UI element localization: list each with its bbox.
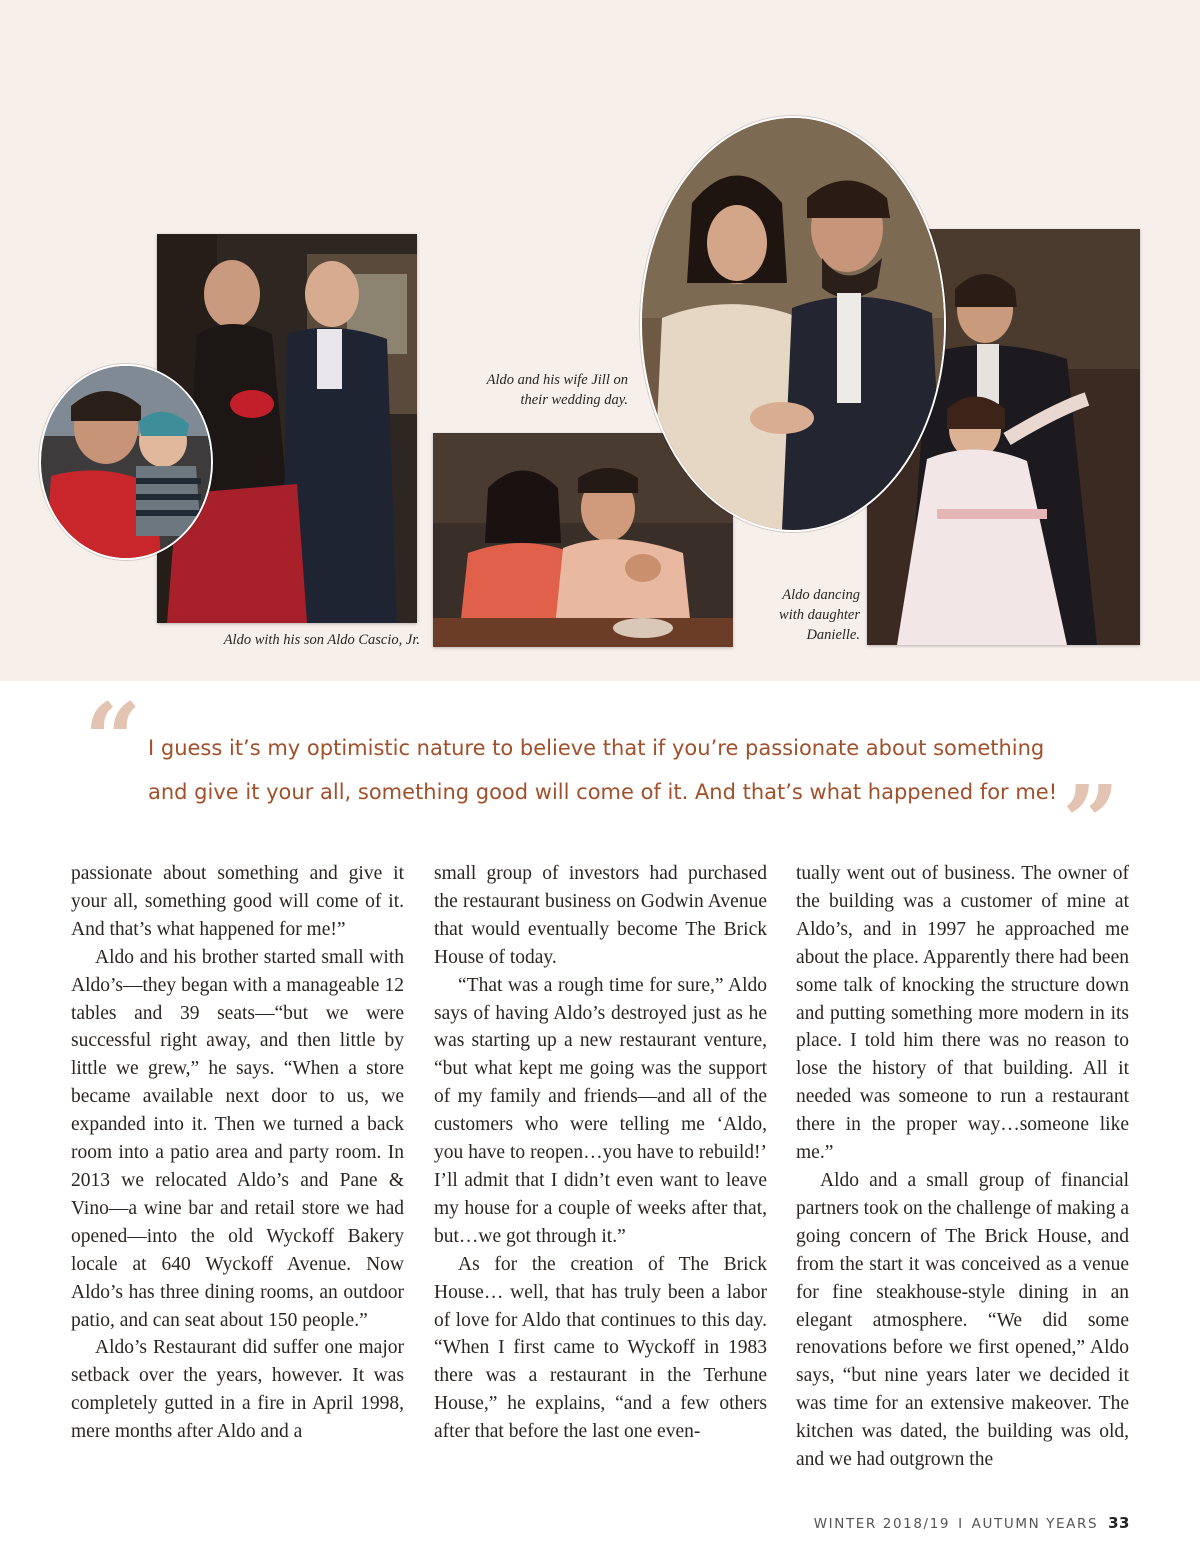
col2-paragraph-2: “That was a rough time for sure,” Aldo says of having Aldo’s destroyed just as he was starting up a new restaurant venture, “but what kept me going was the support of my family and friends—and all of the customers who were telling me ‘Aldo, you have to reopen…you have to rebuild!’ I’ll admit that I didn’t even want to leave my house for a couple of weeks after that, but…we got through it.” <box>434 974 767 1247</box>
photo-wedding-portrait <box>640 116 946 532</box>
wedding-caption <box>430 370 628 410</box>
col1-paragraph-1: passionate about something and give it your all, something good will come of it. And that’s what happened for me!” <box>71 863 404 940</box>
daughter-caption-line1: Aldo dancing <box>782 587 860 603</box>
article-column-1 <box>71 860 404 1446</box>
pull-quote-line2: and give it your all, something good will come of it. And that’s what happened for me! <box>148 780 1058 804</box>
col1-paragraph-2: Aldo and his brother started small with Aldo’s—they began with a manageable 12 tables and 39 seats—“but we were successful right away, and then little by little we grew,” he says. “When a store became available next door to us, we expanded into it. Then we turned a back room into a patio area and party room. In 2013 we relocated Aldo’s and Pane & Vino—a wine bar and retail store we had opened—into the old Wyckoff Bakery locale at 640 Wyckoff Avenue. Now Aldo’s has three dining rooms, an outdoor patio, and can seat about 150 people.” <box>71 946 404 1331</box>
wedding-caption-line1: Aldo and his wife Jill on <box>486 372 628 388</box>
col3-paragraph-1: tually went out of business. The owner of the building was a customer of mine at Aldo’s, and in 1997 he approached me about the place. Apparently there had been some talk of knocking the structure down and putting something more modern in its place. I told him there was no reason to lose the history of that building. All it needed was someone to run a restaurant there in the proper way…someone like me.” <box>796 863 1129 1164</box>
page-footer <box>700 1514 1130 1532</box>
open-quote-mark: “ <box>84 681 142 799</box>
col2-paragraph-3: As for the creation of The Brick House… well, that has truly been a labor of love for Aldo that continues to this day. “When I first came to Wyckoff in 1983 there was a restaurant in the Terhune House,” he explains, “and a few others after that before the last one even- <box>434 1253 767 1443</box>
col2-paragraph-1: small group of investors had purchased the restaurant business on Godwin Avenue that would eventually become The Brick House of today. <box>434 863 767 968</box>
col3-paragraph-2: Aldo and a small group of financial partners took on the challenge of making a going concern of The Brick House, and from the start it was conceived as a venue for fine steakhouse-style dining in an elegant atmosphere. “We did some renovations before we first opened,” Aldo says, “but nine years later we decided it was time for an extensive makeover. The kitchen was dated, the building was old, and we had outgrown the <box>796 1169 1130 1471</box>
page-number: 33 <box>1108 1514 1130 1532</box>
footer-issue: WINTER 2018/19 <box>813 1516 951 1532</box>
article-column-3 <box>796 860 1129 1474</box>
daughter-caption <box>740 585 860 645</box>
pull-quote <box>148 726 1088 814</box>
close-quote-mark: ” <box>1062 763 1120 881</box>
son-photo-caption: Aldo with his son Aldo Cascio, Jr. <box>223 632 420 648</box>
daughter-caption-line3: Danielle. <box>806 627 860 643</box>
col1-paragraph-3: Aldo’s Restaurant did suffer one major setback over the years, however. It was completely gutted in a fire in April 1998, mere months after Aldo and a <box>71 1337 404 1443</box>
pull-quote-line1: I guess it’s my optimistic nature to believe that if you’re passionate about something <box>148 736 1045 760</box>
wedding-caption-line2: their wedding day. <box>520 392 628 408</box>
photo-aldo-with-baby <box>39 364 213 560</box>
footer-separator: I <box>958 1516 964 1532</box>
daughter-caption-line2: with daughter <box>779 607 860 623</box>
footer-magazine: AUTUMN YEARS <box>971 1516 1099 1532</box>
article-column-2 <box>434 860 767 1446</box>
